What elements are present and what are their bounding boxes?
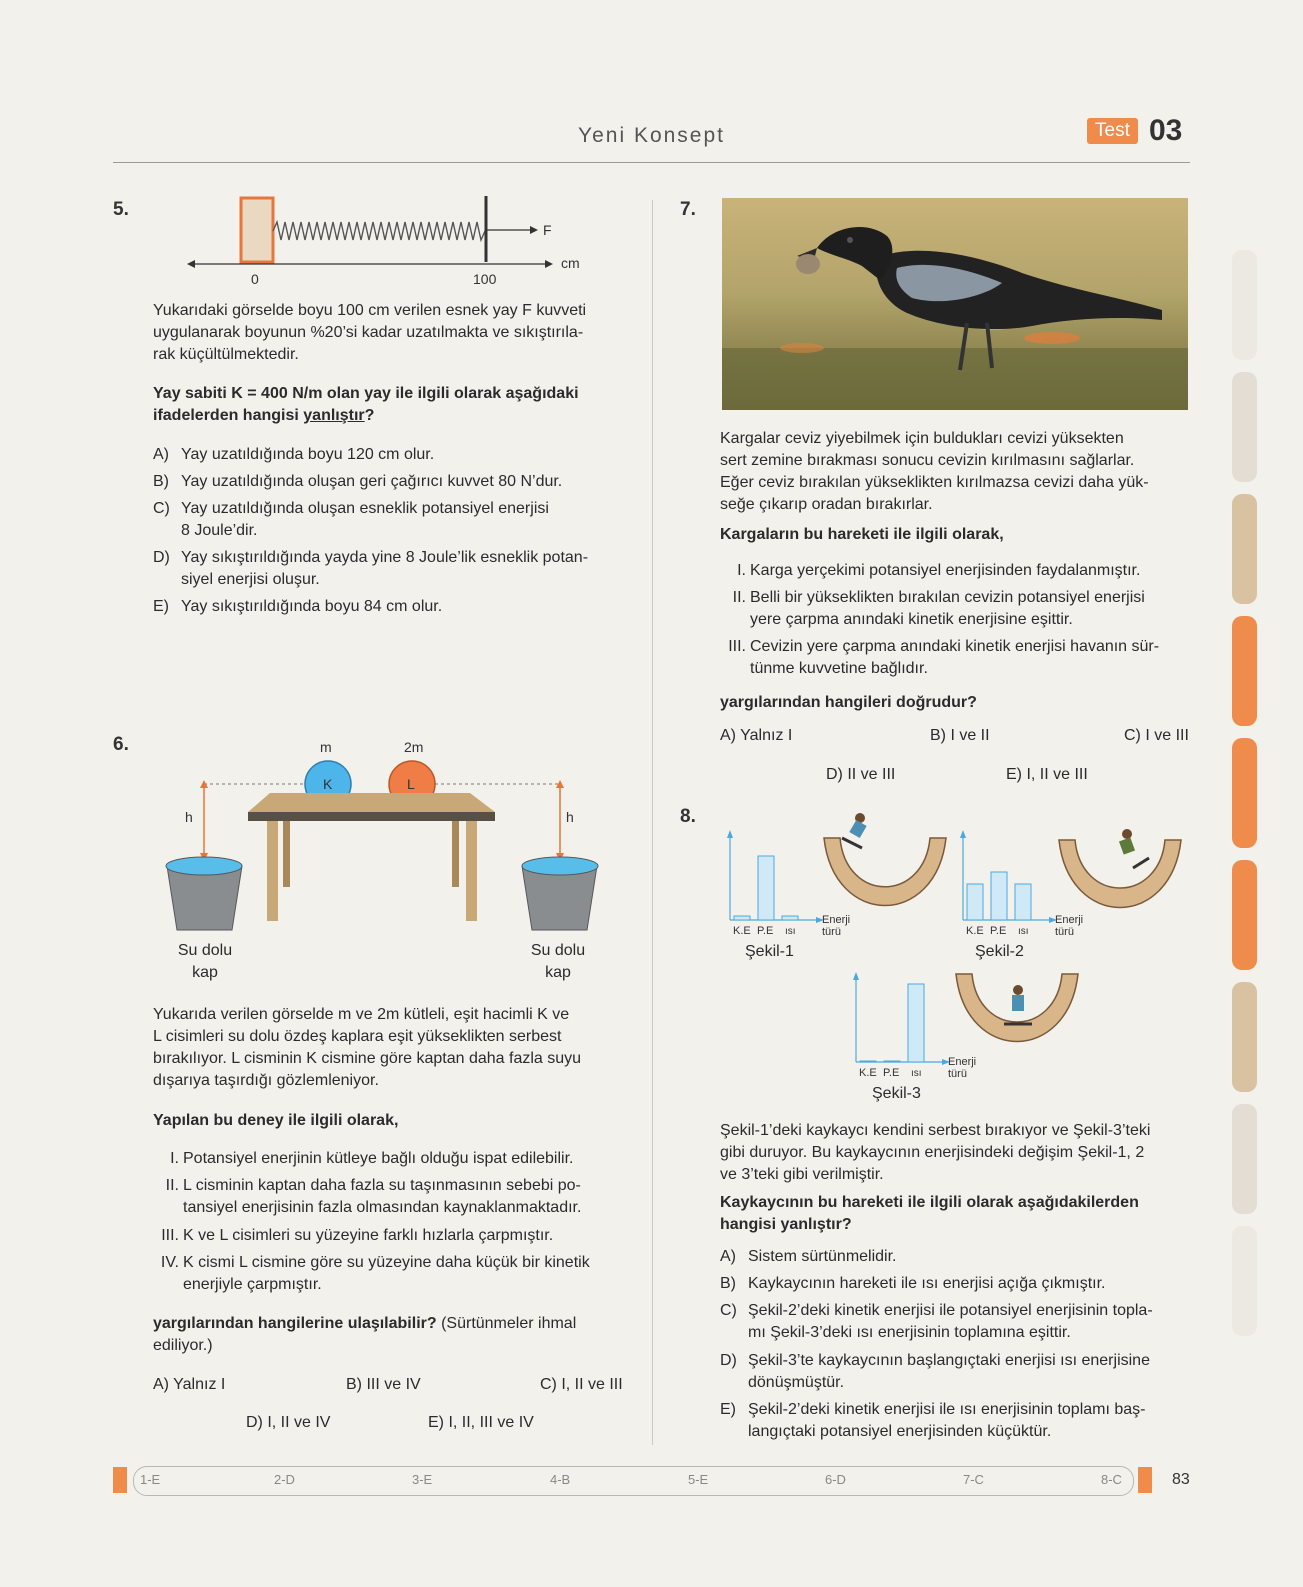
crow-photo [722, 198, 1188, 410]
bar-pe [758, 856, 774, 920]
q6-statement-1: I. Potansiyel enerjinin kütleye bağlı olduğu ispat edilebilir. [170, 1150, 574, 1167]
header-divider [113, 162, 1190, 163]
bar-label-ke: K.E [966, 925, 984, 937]
ball-l-label: L [407, 776, 415, 792]
cup-label-left: Su dolu kap [177, 942, 233, 981]
side-tab-5 [1232, 738, 1257, 848]
answer-key-item: 6-D [825, 1472, 846, 1487]
q7-option-d[interactable]: D) II ve III [826, 766, 896, 783]
skater-3 [1013, 985, 1023, 995]
footer-marker-right [1138, 1467, 1152, 1493]
bar-isi [1015, 884, 1031, 920]
bucket-right [522, 866, 597, 930]
spring-figure [185, 196, 605, 288]
tick-label-0: 0 [251, 271, 259, 287]
q6-option-d[interactable]: D) I, II ve IV [246, 1414, 331, 1431]
bar-label-pe: P.E [757, 925, 774, 937]
figure-caption-3: Şekil-3 [872, 1085, 921, 1102]
q7-option-b[interactable]: B) I ve II [930, 727, 990, 744]
bar-isi [908, 984, 924, 1062]
q5-option-a[interactable]: A) Yay uzatıldığında boyu 120 cm olur. [153, 446, 435, 463]
q7-option-a[interactable]: A) Yalnız I [720, 727, 793, 744]
bar-ke [734, 916, 750, 920]
spring-coil [273, 222, 485, 240]
q6-option-c[interactable]: C) I, II ve III [540, 1376, 623, 1393]
question-number: 7. [680, 199, 696, 220]
bar-pe [991, 872, 1007, 920]
question-number: 8. [680, 806, 696, 827]
bar-ke [860, 1061, 876, 1062]
bar-label-isi: ısı [1018, 926, 1029, 937]
q5-option-b[interactable]: B) Yay uzatıldığında oluşan geri çağırıcı kuvvet 80 N’dur. [153, 473, 563, 490]
bar-label-isi: ısı [911, 1068, 922, 1079]
q6-text: Yukarıda verilen görselde m ve 2m kütleli, eşit hacimli K ve L cisimleri su dolu özdeş kaplara eşit yükseklikten serbest bırakılıyor. L cisminin K cismine göre kaptan daha fazla suyu dışarıya taşırdığı gözlemleniyor. [153, 1006, 582, 1089]
axis-label: Enerji [822, 914, 851, 926]
q6-question: yargılarından hangilerine ulaşılabilir? (Sürtünmeler ihmal ediliyor.) [153, 1315, 577, 1354]
force-label: F [543, 222, 552, 238]
q6-option-e[interactable]: E) I, II, III ve IV [428, 1414, 534, 1431]
skater-2 [1122, 829, 1132, 839]
q8-option-a[interactable]: A) Sistem sürtünmelidir. [720, 1248, 897, 1265]
side-tab-8 [1232, 1104, 1257, 1214]
side-tab-2 [1232, 372, 1257, 482]
bar-label-ke: K.E [859, 1067, 877, 1079]
water-left [166, 857, 242, 875]
bar-label-isi: ısı [785, 926, 796, 937]
q6-option-b[interactable]: B) III ve IV [346, 1376, 421, 1393]
q7-option-c[interactable]: C) I ve III [1124, 727, 1189, 744]
axis-label: türü [1055, 926, 1074, 938]
mass-k-label: m [320, 740, 332, 755]
cup-label-right: Su dolu kap [530, 942, 586, 981]
q5-text: Yukarıdaki görselde boyu 100 cm verilen esnek yay F kuvveti uygulanarak boyunun %20’si kadar uzatılmakta ve sıkıştırıla- rak küçültülmektedir. [153, 302, 587, 363]
q6-statement-4: IV. K cismi L cismine göre su yüzeyine daha küçük bir kinetik enerjiyle çarpmıştır. [160, 1254, 590, 1293]
q8-option-d[interactable]: D) Şekil-3’te kaykaycının başlangıçtaki enerjisi ısı enerjisine dönüşmüştür. [720, 1352, 1150, 1391]
side-tab-9 [1232, 1226, 1257, 1336]
q5-option-c[interactable]: C) Yay uzatıldığında oluşan esneklik potansiyel enerjisi 8 Joule’dir. [153, 500, 549, 539]
q6-stem: Yapılan bu deney ile ilgili olarak, [153, 1112, 399, 1129]
side-tab-7 [1232, 982, 1257, 1092]
answer-key-item: 3-E [412, 1472, 433, 1487]
answer-key-item: 2-D [274, 1472, 295, 1487]
axis-label: türü [822, 926, 841, 938]
page-number: 83 [1172, 1471, 1190, 1488]
q6-statement-3: III. K ve L cisimleri su yüzeyine farklı hızlarla çarpmıştır. [161, 1227, 554, 1244]
question-number: 5. [113, 199, 129, 220]
q6-option-a[interactable]: A) Yalnız I [153, 1376, 226, 1393]
table-leg [452, 821, 459, 887]
tick-label-100: 100 [473, 271, 497, 287]
height-label-right: h [566, 809, 574, 825]
axis-label: türü [948, 1068, 967, 1080]
axis-label: Enerji [948, 1056, 977, 1068]
side-tab-3 [1232, 494, 1257, 604]
axis-label: Enerji [1055, 914, 1084, 926]
q7-text: Kargalar ceviz yiyebilmek için buldukları cevizi yüksekten sert zemine bırakması sonucu cevizin kırılmasını sağlarlar. Eğer ceviz bırakılan yükseklikten kırılmazsa cevizi daha yük- seğe çıkarıp oradan bırakırlar. [720, 430, 1149, 513]
q5-option-d[interactable]: D) Yay sıkıştırıldığında yayda yine 8 Joule’lik esneklik potan- siyel enerjisi oluşur. [153, 549, 589, 588]
test-number: 03 [1149, 114, 1183, 147]
underlined-word: yanlıştır [303, 407, 365, 424]
bar-label-pe: P.E [883, 1067, 900, 1079]
q7-statement-3: III. Cevizin yere çarpma anındaki kinetik enerjisi havanın sür- tünme kuvvetine bağlıdır. [728, 638, 1160, 677]
q8-option-e[interactable]: E) Şekil-2’deki kinetik enerjisi ile ısı enerjisinin toplamı baş- langıçtaki potansiyel enerjisinden küçüktür. [720, 1401, 1146, 1440]
mass-l-label: 2m [404, 740, 424, 755]
table-top [248, 793, 495, 812]
q8-option-b[interactable]: B) Kaykaycının hareketi ile ısı enerjisi açığa çıkmıştır. [720, 1275, 1106, 1292]
force-arrowhead [530, 226, 538, 234]
ruler-unit: cm [561, 255, 580, 271]
halfpipe-1 [820, 808, 950, 920]
table-leg [267, 821, 278, 921]
q6-statement-2: II. L cisminin kaptan daha fazla su taşınmasının sebebi po- tansiyel enerjisinin fazla olmasından kaynaklanmaktadır. [165, 1177, 582, 1216]
answer-key-item: 5-E [688, 1472, 709, 1487]
footer-marker-left [113, 1467, 127, 1493]
height-label-left: h [185, 809, 193, 825]
figure-caption-1: Şekil-1 [745, 943, 794, 960]
water-right [522, 857, 598, 875]
side-tab-6 [1232, 860, 1257, 970]
q7-option-e[interactable]: E) I, II ve III [1006, 766, 1088, 783]
answer-key-item: 8-C [1101, 1472, 1122, 1487]
q7-stem: Kargaların bu hareketi ile ilgili olarak, [720, 526, 1004, 543]
header-title: Yeni Konsept [578, 124, 725, 147]
bar-pe [884, 1061, 900, 1062]
test-badge: Test [1087, 118, 1138, 144]
ball-k-label: K [323, 776, 333, 792]
question-number: 6. [113, 734, 129, 755]
answer-key-item: 1-E [140, 1472, 161, 1487]
table-leg [466, 821, 477, 921]
q7-statement-2: II. Belli bir yükseklikten bırakılan cevizin potansiyel enerjisi yere çarpma anındaki kinetik enerjisine eşittir. [732, 589, 1145, 628]
q8-stem: Kaykaycının bu hareketi ile ilgili olarak aşağıdakilerden hangisi yanlıştır? [720, 1194, 1139, 1233]
table-leg [283, 821, 290, 887]
spring-block [241, 198, 273, 262]
side-tab-4 [1232, 616, 1257, 726]
q7-statement-1: I. Karga yerçekimi potansiyel enerjisinden faydalanmıştır. [737, 562, 1141, 579]
answer-key-item: 4-B [550, 1472, 571, 1487]
bucket-left [167, 866, 242, 930]
q8-option-c[interactable]: C) Şekil-2’deki kinetik enerjisi ile potansiyel enerjisinin topla- mı Şekil-3’deki ısı enerjisinin toplamına eşittir. [720, 1302, 1153, 1341]
bar-isi [782, 916, 798, 920]
answer-key-item: 7-C [963, 1472, 984, 1487]
q7-question: yargılarından hangileri doğrudur? [720, 694, 977, 711]
figure-caption-2: Şekil-2 [975, 943, 1024, 960]
column-divider [652, 200, 653, 1445]
halfpipe-3 [952, 964, 1082, 1056]
table-edge [248, 812, 495, 821]
bar-label-pe: P.E [990, 925, 1007, 937]
bar-ke [967, 884, 983, 920]
q5-option-e[interactable]: E) Yay sıkıştırıldığında boyu 84 cm olur. [153, 598, 443, 615]
ruler-right-arrow [545, 260, 553, 268]
ruler-left-arrow [187, 260, 195, 268]
halfpipe-2 [1055, 814, 1185, 924]
q5-stem: Yay sabiti K = 400 N/m olan yay ile ilgili olarak aşağıdaki ifadelerden hangisi yanlıştır? [153, 385, 579, 424]
side-tab-1 [1232, 250, 1257, 360]
q8-text: Şekil-1’deki kaykaycı kendini serbest bırakıyor ve Şekil-3’teki gibi duruyor. Bu kaykaycının enerjisindeki değişim Şekil-1, 2 ve 3’teki gibi verilmiştir. [720, 1122, 1151, 1183]
bar-label-ke: K.E [733, 925, 751, 937]
